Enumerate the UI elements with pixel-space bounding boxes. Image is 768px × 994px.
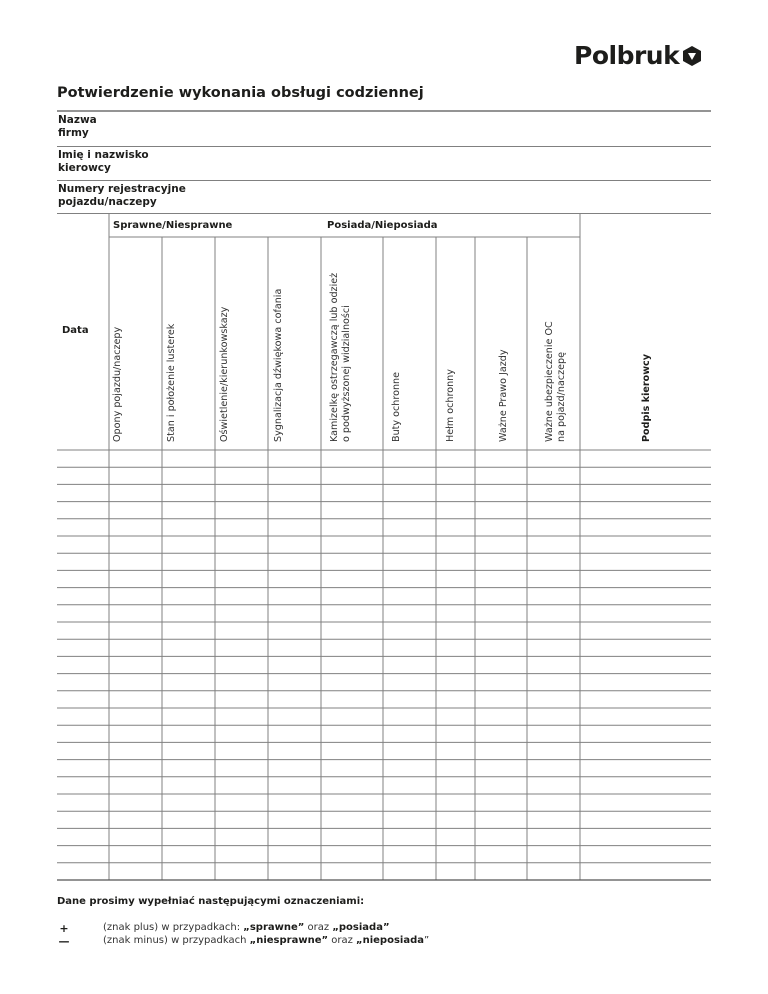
col-sygnalizacja-label: Sygnalizacja dźwiękowa cofania [273, 288, 284, 442]
legend-plus-symbol: + [59, 922, 69, 935]
registration-numbers-label: Numery rejestracyjne pojazdu/naczepy [58, 183, 186, 208]
col-helm-label: Hełm ochronny [445, 369, 456, 442]
col-kamizelka-label: Kamizelkę ostrzegawczą lub odzież o podwyższonej widzialności [329, 272, 352, 442]
col-prawo-jazdy-label: Ważne Prawo Jazdy [498, 349, 509, 442]
driver-name-label: Imię i nazwisko kierowcy [58, 149, 149, 174]
polbruk-logo-mark-icon [682, 45, 702, 67]
polbruk-logo [574, 42, 702, 70]
registration-numbers-field[interactable] [57, 181, 711, 214]
legend-minus-text: (znak minus) w przypadkach „niesprawne” oraz „nieposiada” [103, 935, 430, 946]
brand-name: Polbruk [574, 41, 680, 70]
group-posiada-nieposiada: Posiada/Nieposiada [327, 220, 438, 231]
col-lusterka-label: Stan i położenie lusterek [166, 323, 177, 442]
group-sprawne-niesprawne: Sprawne/Niesprawne [113, 220, 233, 231]
company-name-label: Nazwa firmy [58, 114, 97, 139]
legend-title: Dane prosimy wypełniać następującymi oznaczeniami: [57, 896, 365, 907]
legend-minus-symbol: — [58, 935, 70, 948]
legend-plus-text: (znak plus) w przypadkach: „sprawne” oraz „posiada” [103, 922, 390, 933]
col-ubezpieczenie-label: Ważne ubezpieczenie OC na pojazd/naczepę [544, 321, 567, 442]
page-title: Potwierdzenie wykonania obsługi codziennej [57, 85, 424, 101]
col-opony-label: Opony pojazdu/naczepy [112, 326, 123, 442]
col-buty-label: Buty ochronne [391, 371, 402, 442]
col-podpis-label: Podpis kierowcy [641, 354, 652, 442]
driver-name-field[interactable] [57, 147, 711, 181]
date-column-header: Data [62, 325, 89, 336]
company-name-field[interactable] [57, 112, 711, 147]
col-oswietlenie-label: Oświetlenie/kierunkowskazy [219, 306, 230, 442]
